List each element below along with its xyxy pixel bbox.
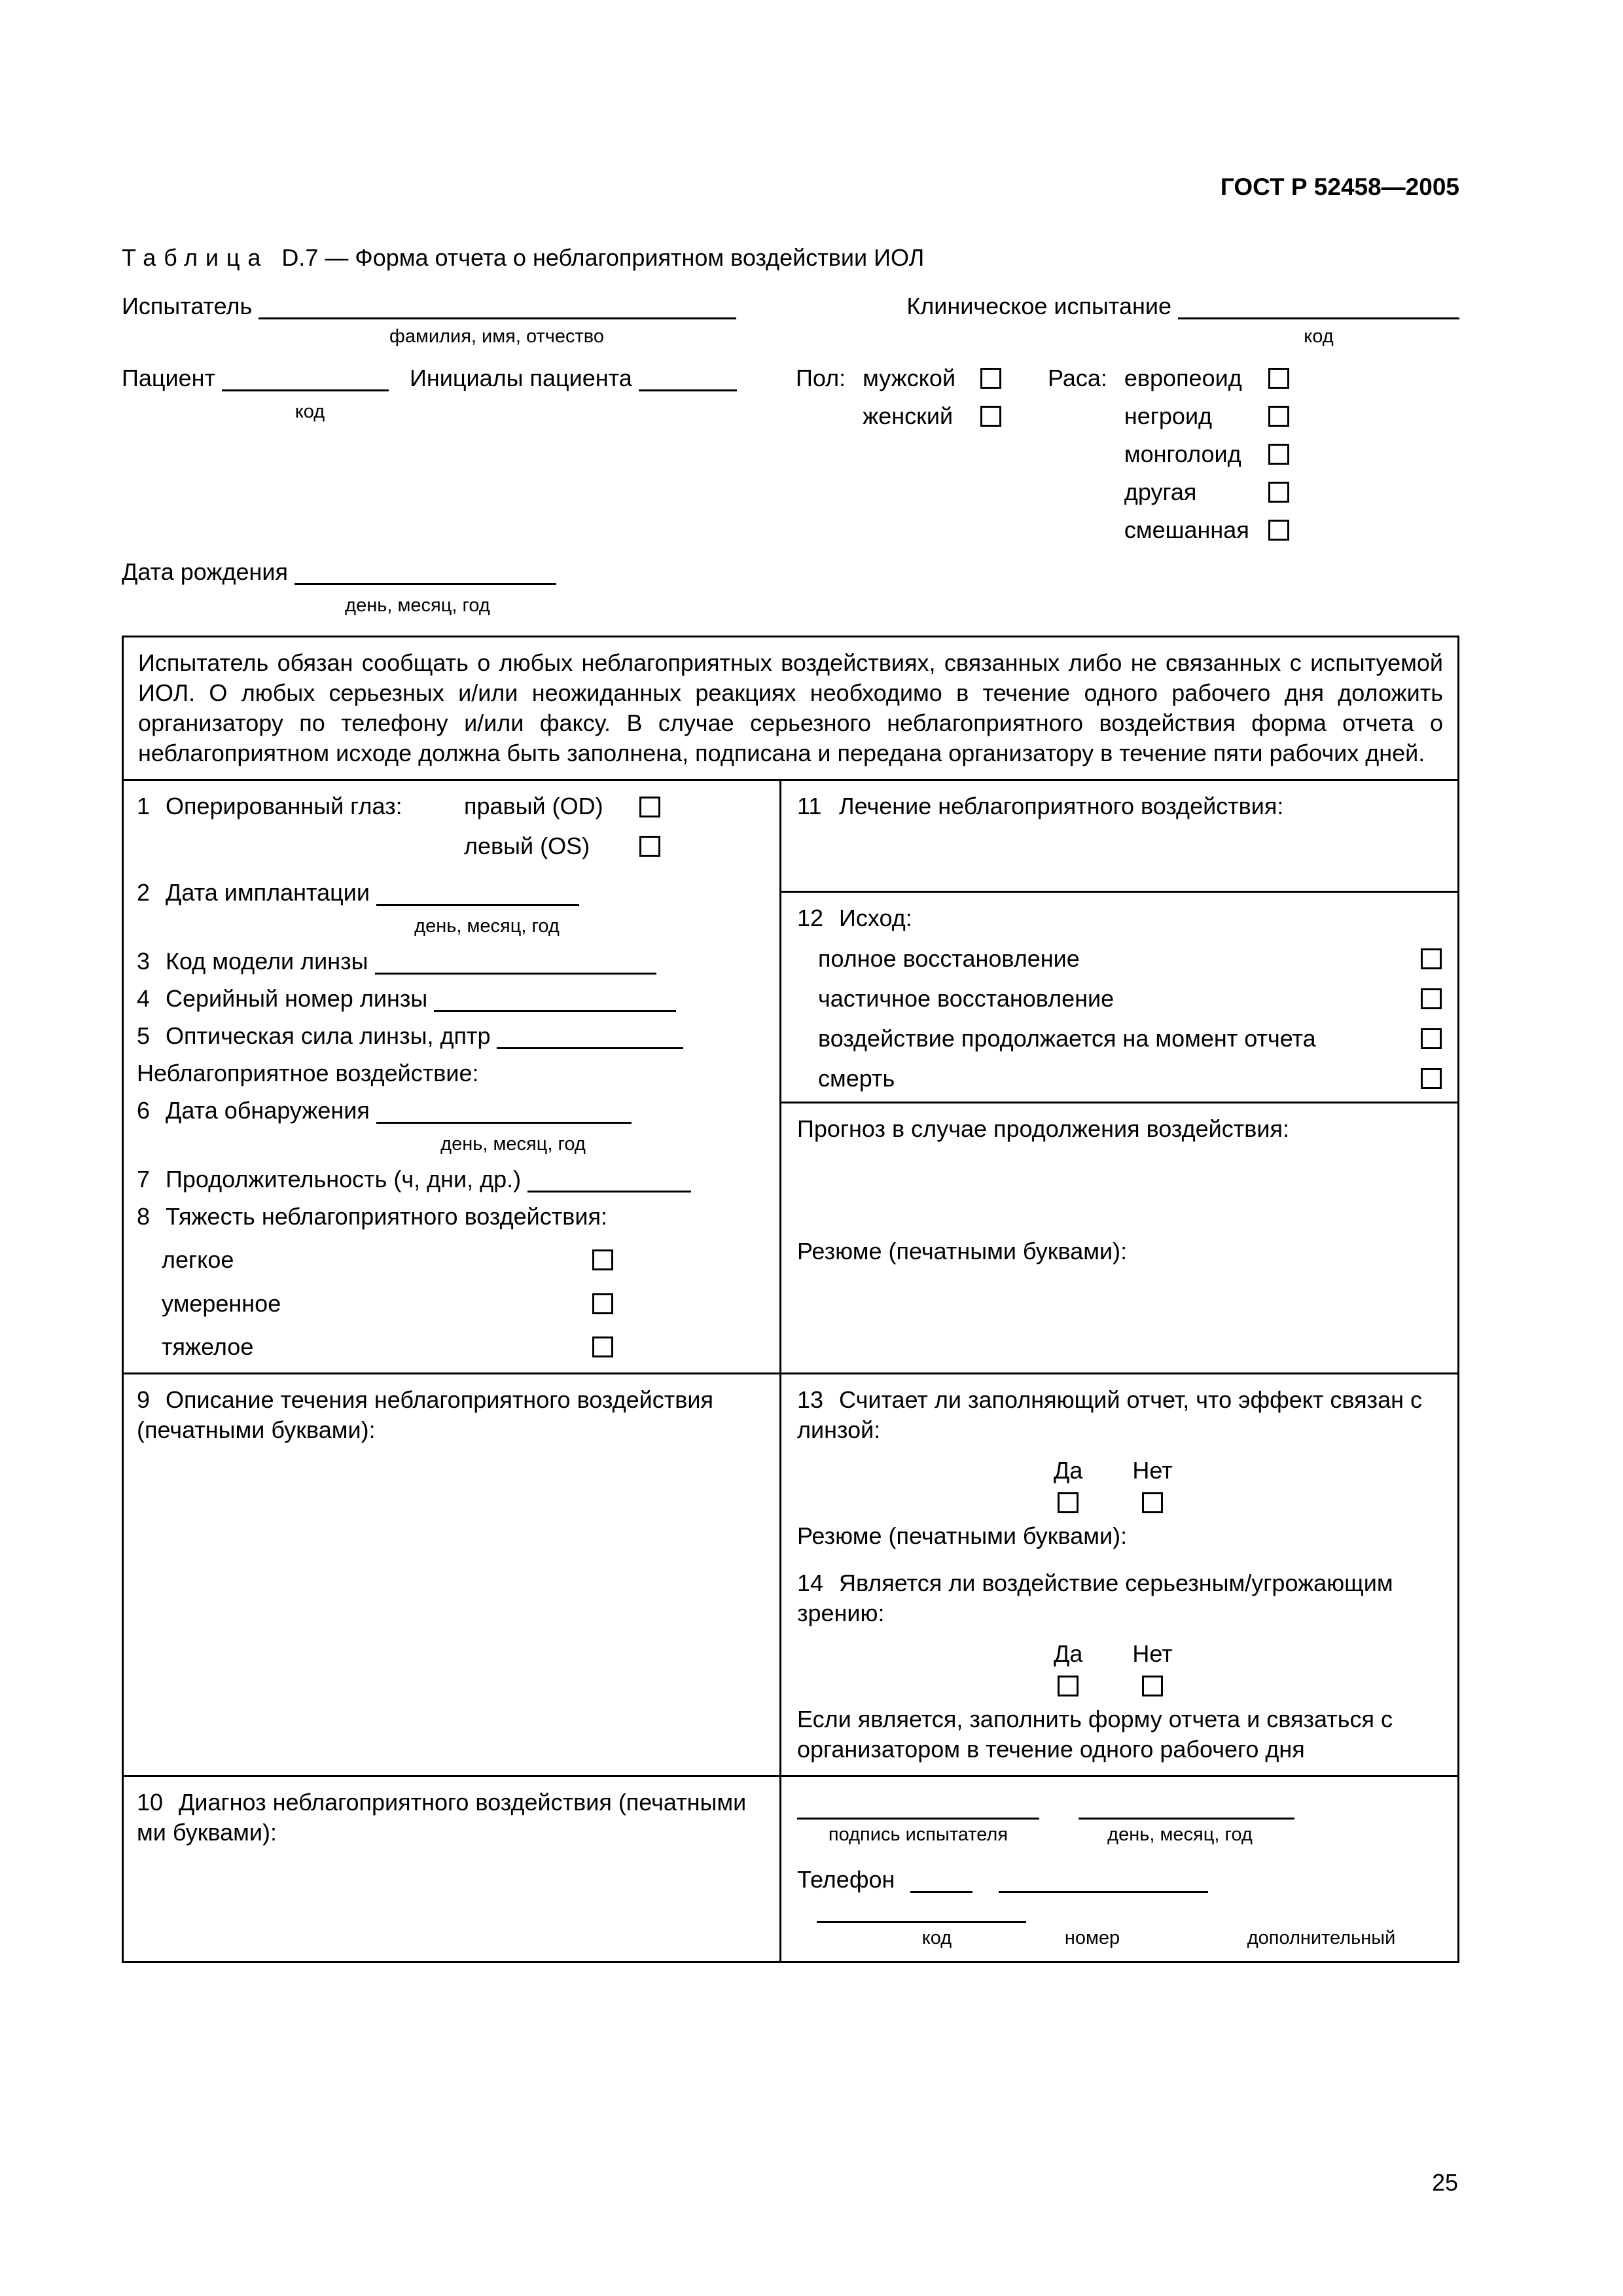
signature-captions [797,1823,1442,1847]
outcome-death-label: смерть [818,1064,895,1092]
form-item-9 [137,1385,766,1445]
outcome-partial-recovery-label: частичное восстановление [818,984,1115,1012]
checkbox-race-other [1268,482,1289,503]
item-5-label: Оптическая сила линзы, дптр [166,1022,491,1049]
q14-yes-label: Да [1054,1640,1083,1668]
items-13-14-cell [781,1374,1457,1776]
phone-ext-caption: дополнительный [1247,1927,1396,1948]
duration-blank [527,1169,691,1193]
checkbox-race-mixed [1268,520,1289,541]
patient-code-caption: код [294,401,325,422]
patient-initials-blank [639,368,737,391]
signature-cell [781,1777,1457,1960]
severity-mild-label: легкое [162,1246,234,1274]
patient-area [122,363,1459,553]
sign-date-blank [1079,1796,1294,1820]
phone-number-blank [999,1869,1208,1893]
checkbox-q13-yes [1058,1492,1079,1513]
sex-option-female [863,401,1001,431]
race-option-other [1124,477,1289,507]
sex-female-label: женский [863,402,954,429]
form-item-14 [797,1568,1442,1628]
adverse-heading-text: Неблагоприятное воздействие: [137,1060,479,1087]
checkbox-female [980,406,1001,427]
phone-label: Телефон [797,1865,895,1893]
patient-code-blank [222,368,389,391]
race-block [1048,363,1459,553]
eye-option-right [464,791,660,821]
phone-code-caption: код [921,1927,952,1948]
item-5-number: 5 [137,1022,151,1049]
q13-yes-label: Да [1054,1456,1083,1484]
birthdate-caption-row [122,588,1459,619]
item-4-number: 4 [137,984,151,1012]
form-item-7 [137,1164,766,1194]
severity-option-mild [162,1245,613,1275]
sex-block [796,363,1048,439]
investigator-trial-row [122,291,1459,321]
checkbox-q13-no [1142,1492,1163,1513]
item-9-label: Описание течения неблагоприятного воздействия (печатными буквами): [137,1386,713,1443]
sex-male-label: мужской [863,364,956,391]
race-option-mixed [1124,515,1289,545]
item-2-caption-row [137,909,766,939]
form-item-11 [781,781,1457,891]
trial-field [906,291,1459,321]
patient-initials-label: Инициалы пациента [410,364,632,391]
phone-number-caption: номер [1064,1927,1120,1948]
race-option-europeoid [1124,363,1289,393]
outcome-option-partial-recovery [818,984,1442,1014]
race-negroid-label: негроид [1124,402,1213,429]
item-6-caption-row [137,1127,766,1157]
outcome-option-death [818,1064,1442,1094]
form-item-5 [137,1021,766,1051]
detection-date-caption: день, месяц, год [440,1134,586,1155]
eye-left-label: левый (OS) [464,832,590,859]
checkbox-severity-mild [592,1249,613,1270]
form-band-1 [124,781,1457,1372]
item-3-number: 3 [137,947,151,975]
item-7-number: 7 [137,1166,151,1193]
item-2-number: 2 [137,878,151,906]
resume-1-label: Резюме (печатными буквами): [797,1237,1128,1265]
implant-date-caption: день, месяц, год [414,915,560,937]
table-word: Таблица [122,244,269,272]
item-4-label: Серийный номер линзы [166,984,428,1012]
sex-label: Пол: [796,364,846,391]
notice-text: Испытатель обязан сообщать о любых неблагоприятных воздействиях, связанных либо не связанных с испытуемой ИОЛ. О любых серьезных и/или неожиданных реакциях необходимо в течение одного рабочего дня доложить организатору по телефону и/или факсу. В случае серьезного неблагоприятного воздействия форма отчета о неблагоприятном исходе должна быть заполнена, подписана и передана организатору в течение пяти рабочих дней. [138,649,1443,767]
item-14-label: Является ли воздействие серьезным/угрожающим зрению: [797,1569,1393,1627]
items-11-12-cell [781,781,1457,1372]
item-11-label: Лечение неблагоприятного воздействия: [839,793,1284,820]
q13-no [1132,1456,1172,1513]
checkbox-eye-left [639,836,660,857]
sex-options [863,363,1048,439]
checkbox-outcome-partial-recovery [1421,988,1442,1009]
trial-code-blank [1178,296,1459,319]
patient-caption-row [122,395,796,425]
item-8-label: Тяжесть неблагоприятного воздействия: [166,1203,607,1230]
race-options [1124,363,1459,553]
race-other-label: другая [1124,478,1197,505]
form-item-4 [137,984,766,1014]
checkbox-race-negroid [1268,406,1289,427]
item-6-label: Дата обнаружения [166,1097,370,1124]
checkbox-male [980,368,1001,389]
resume-2-label: Резюме (печатными буквами): [797,1522,1128,1549]
item-2-label: Дата имплантации [166,878,370,906]
patient-fields [122,363,796,425]
q14-yes-no [1054,1639,1442,1696]
item-1-label-wrap [137,791,464,870]
trial-code-caption: код [1304,325,1334,347]
q13-yes-no [1054,1456,1442,1513]
outcome-option-ongoing [818,1024,1442,1054]
item-13-label: Считает ли заполняющий отчет, что эффект связан с линзой: [797,1386,1423,1443]
outcome-ongoing-label: воздействие продолжается на момент отчета [818,1024,1316,1052]
standard-number: ГОСТ Р 52458—2005 [1220,173,1459,200]
signature-row [797,1791,1442,1821]
eye-options [464,791,660,870]
form-item-3 [137,946,766,977]
form-band-2 [124,1372,1457,1776]
page-number: 25 [1431,2169,1458,2196]
form-item-2 [137,878,766,908]
form-item-6 [137,1096,766,1126]
outcome-full-recovery-label: полное восстановление [818,944,1080,972]
item-10-cell [124,1777,781,1960]
checkbox-eye-right [639,797,660,817]
form-item-12 [781,891,1457,1102]
phone-code-blank [910,1869,972,1893]
adverse-effect-form-table [122,781,1459,1962]
item-10-label: Диагноз неблагоприятного воздействия (печатными ми буквами): [137,1789,747,1846]
q14-no-label: Нет [1132,1640,1173,1668]
eye-option-left [464,831,660,861]
checkbox-outcome-ongoing [1421,1028,1442,1049]
lens-model-code-blank [375,951,656,975]
severity-moderate-label: умеренное [162,1289,281,1317]
investigator-caption: фамилия, имя, отчество [389,325,605,347]
checkbox-q14-no [1142,1676,1163,1696]
item-7-label: Продолжительность (ч, дни, др.) [166,1166,522,1193]
item-11-number: 11 [797,793,822,820]
checkbox-severity-severe [592,1336,613,1357]
q14-yes [1054,1639,1082,1696]
implant-date-blank [376,882,579,906]
prognosis-label: Прогноз в случае продолжения воздействия: [797,1115,1289,1143]
signature-blank [797,1796,1039,1820]
birthdate-row [122,557,1459,587]
birthdate-caption: день, месяц, год [345,595,490,617]
investigator-trial-captions [122,325,1459,349]
item-8-number: 8 [137,1203,151,1230]
item-1-label: Оперированный глаз: [166,793,402,820]
trial-label: Клиническое испытание [906,293,1171,320]
item-12-label: Исход: [839,905,912,932]
item-3-label: Код модели линзы [166,947,368,975]
q13-yes [1054,1456,1082,1513]
table-title [122,243,1459,273]
investigator-label: Испытатель [122,293,253,320]
checkbox-race-europeoid [1268,368,1289,389]
item-6-number: 6 [137,1097,151,1124]
race-mongoloid-label: монголоид [1124,440,1241,467]
form-item-8 [137,1202,766,1232]
item-12-number: 12 [797,905,824,932]
form-item-1 [137,791,766,870]
phone-captions [797,1926,1442,1950]
detection-date-blank [376,1100,632,1124]
item-14-number: 14 [797,1569,824,1596]
race-option-negroid [1124,401,1289,431]
lens-power-blank [497,1026,683,1049]
q14-no [1132,1639,1172,1696]
lens-serial-blank [434,988,676,1012]
adverse-effect-heading [137,1058,766,1088]
eye-right-label: правый (OD) [464,793,603,820]
race-europeoid-label: европеоид [1124,364,1242,391]
item-9-number: 9 [137,1386,151,1413]
phone-ext-blank [817,1899,1026,1923]
notice-box [122,636,1459,781]
race-mixed-label: смешанная [1124,516,1249,543]
item-10-number: 10 [137,1789,164,1816]
birthdate-label: Дата рождения [122,558,288,586]
checkbox-outcome-death [1421,1068,1442,1089]
patient-row [122,363,796,393]
signature-caption: подпись испытателя [828,1824,1008,1846]
severity-option-moderate [162,1289,613,1319]
serious-note: Если является, заполнить форму отчета и связаться с организатором в течение одного рабочего дня [797,1706,1393,1763]
checkbox-severity-moderate [592,1293,613,1314]
items-1-8-cell [124,781,781,1372]
outcome-option-full-recovery [818,944,1442,974]
item-12-heading [797,903,1442,933]
checkbox-race-mongoloid [1268,444,1289,465]
item-9-cell [124,1374,781,1776]
investigator-name-blank [259,296,736,319]
sex-option-male [863,363,1001,393]
investigator-field [122,291,736,321]
phone-row [797,1865,1442,1925]
q13-no-label: Нет [1132,1456,1173,1484]
severity-option-severe [162,1332,613,1362]
checkbox-q14-yes [1058,1676,1079,1696]
birthdate-blank [294,562,556,585]
race-option-mongoloid [1124,439,1289,469]
table-title-text: D.7 — Форма отчета о неблагоприятном воздействии ИОЛ [281,244,925,272]
prognosis-cell [781,1102,1457,1372]
patient-label: Пациент [122,364,216,391]
item-13-number: 13 [797,1386,824,1413]
race-label: Раса: [1048,364,1107,391]
sign-date-caption: день, месяц, год [1107,1824,1253,1846]
form-item-13 [797,1385,1442,1445]
severity-severe-label: тяжелое [162,1333,254,1360]
form-item-10 [137,1787,766,1848]
checkbox-outcome-full-recovery [1421,948,1442,969]
item-1-number: 1 [137,793,151,820]
form-band-3 [124,1775,1457,1960]
